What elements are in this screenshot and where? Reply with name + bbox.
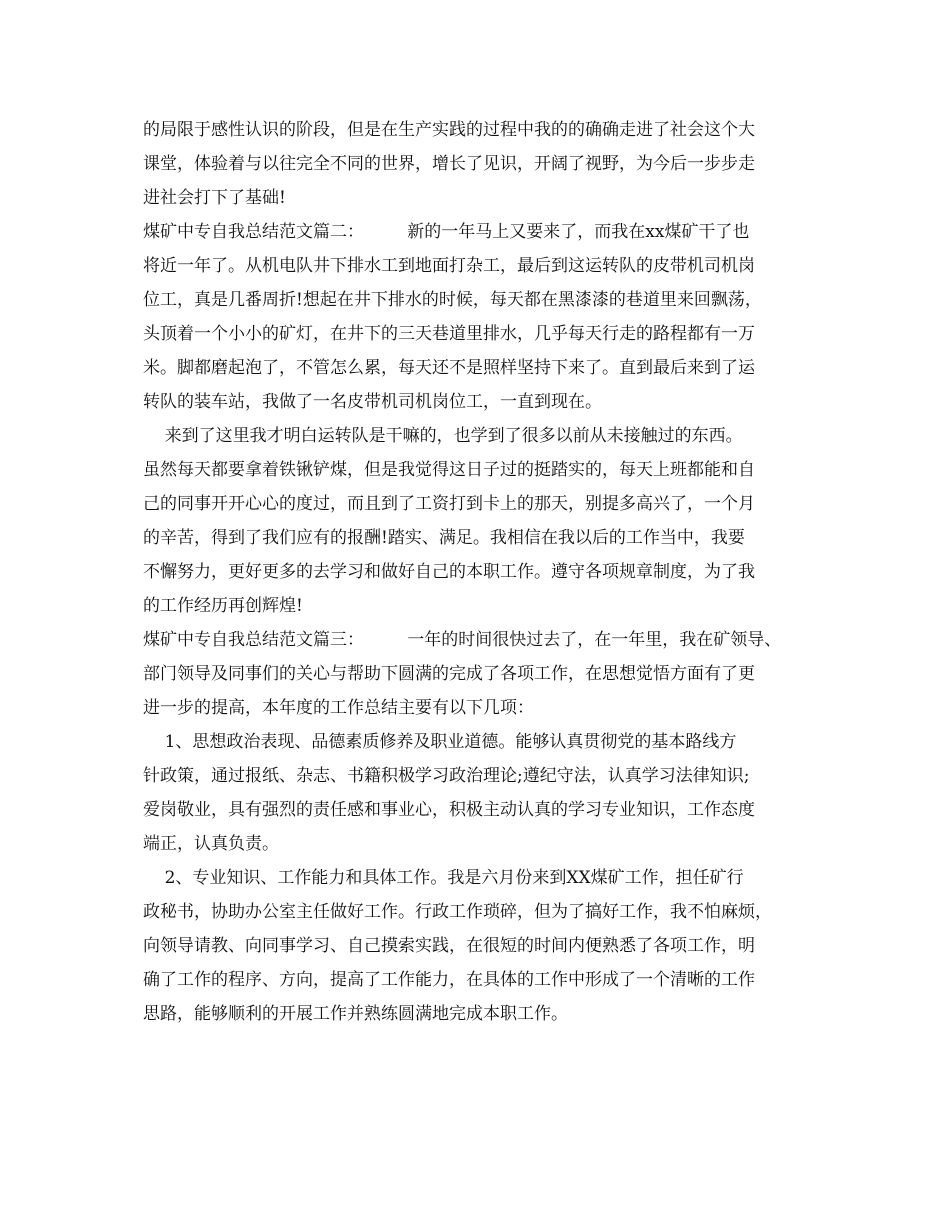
text-line: 不懈努力，更好更多的去学习和做好自己的本职工作。遵守各项规章制度，为了我 [143, 562, 755, 582]
document-body [143, 113, 823, 1031]
text-line: 政秘书，协助办公室主任做好工作。行政工作琐碎，但为了搞好工作，我不怕麻烦， [143, 902, 772, 922]
paragraph-first-line: 来到了这里我才明白运转队是干嘛的，也学到了很多以前从未接触过的东西。 [143, 426, 743, 446]
text-line: 部门领导及同事们的关心与帮助下圆满的完成了各项工作，在思想觉悟方面有了更 [143, 664, 755, 684]
text-line: 确了工作的程序、方向，提高了工作能力，在具体的工作中形成了一个清晰的工作 [143, 970, 755, 990]
text-line: 端正，认真负责。 [143, 834, 279, 854]
text-line: 虽然每天都要拿着铁锹铲煤，但是我觉得这日子过的挺踏实的，每天上班都能和自 [143, 460, 755, 480]
text-line: 米。脚都磨起泡了，不管怎么累，每天还不是照样坚持下来了。直到最后来到了运 [143, 358, 755, 378]
section-heading-line: 煤矿中专自我总结范文篇二： 新的一年马上又要来了，而我在xx煤矿干了也 [143, 222, 750, 242]
text-line: 进一步的提高，本年度的工作总结主要有以下几项： [143, 698, 534, 718]
text-line: 课堂，体验着与以往完全不同的世界，增长了见识，开阔了视野，为今后一步步走 [143, 154, 755, 174]
paragraph-first-line: 1、思想政治表现、品德素质修养及职业道德。能够认真贯彻党的基本路线方 [143, 732, 737, 752]
text-line: 的工作经历再创辉煌! [143, 596, 303, 616]
text-line: 的辛苦，得到了我们应有的报酬!踏实、满足。我相信在我以后的工作当中，我要 [143, 528, 745, 548]
text-line: 的局限于感性认识的阶段，但是在生产实践的过程中我的的确确走进了社会这个大 [143, 120, 755, 140]
text-line: 头顶着一个小小的矿灯，在井下的三天巷道里排水，几乎每天行走的路程都有一万 [143, 324, 755, 344]
text-line: 己的同事开开心心的度过，而且到了工资打到卡上的那天，别提多高兴了，一个月 [143, 494, 755, 514]
text-line: 进社会打下了基础! [143, 188, 286, 208]
text-line: 爱岗敬业，具有强烈的责任感和事业心，积极主动认真的学习专业知识，工作态度 [143, 800, 755, 820]
text-line: 位工，真是几番周折!想起在井下排水的时候，每天都在黑漆漆的巷道里来回飘荡， [143, 290, 762, 310]
section-heading-line: 煤矿中专自我总结范文篇三： 一年的时间很快过去了，在一年里，我在矿领导、 [143, 630, 782, 650]
text-line: 向领导请教、向同事学习、自己摸索实践，在很短的时间内便熟悉了各项工作，明 [143, 936, 755, 956]
text-line: 针政策，通过报纸、杂志、书籍积极学习政治理论;遵纪守法，认真学习法律知识; [143, 766, 750, 786]
text-line: 转队的装车站，我做了一名皮带机司机岗位工，一直到现在。 [143, 392, 602, 412]
text-line: 将近一年了。从机电队井下排水工到地面打杂工，最后到这运转队的皮带机司机岗 [143, 256, 755, 276]
paragraph-first-line: 2、专业知识、工作能力和具体工作。我是六月份来到XX煤矿工作，担任矿行 [143, 868, 744, 888]
text-line: 思路，能够顺利的开展工作并熟练圆满地完成本职工作。 [143, 1004, 568, 1024]
